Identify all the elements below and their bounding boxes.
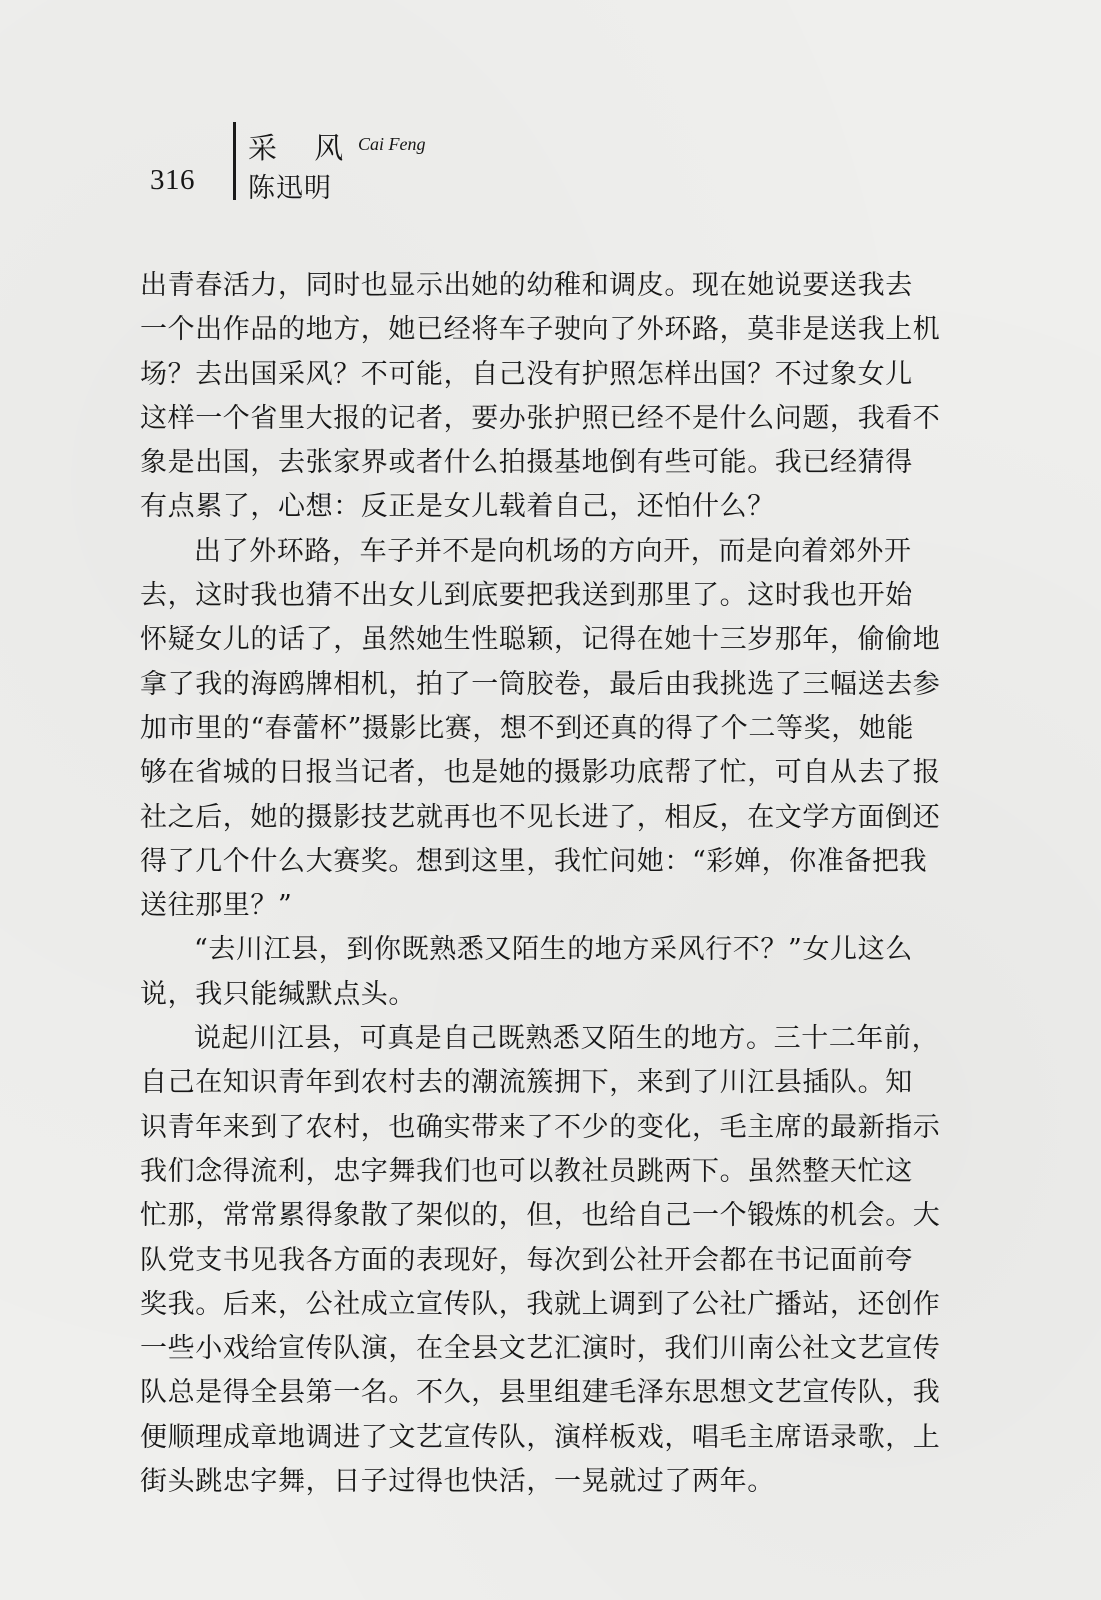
text-line: 有点累了，心想：反正是女儿载着自己，还怕什么？ — [140, 491, 775, 523]
author-name: 陈迅明 — [248, 173, 332, 204]
text-line: 识青年来到了农村，也确实带来了不少的变化，毛主席的最新指示 — [140, 1111, 941, 1143]
book-title: 采 风 — [248, 131, 358, 165]
text-line: 便顺理成章地调进了文艺宣传队，演样板戏，唱毛主席语录歌，上 — [140, 1421, 941, 1453]
text-line: 队总是得全县第一名。不久，县里组建毛泽东思想文艺宣传队，我 — [140, 1377, 941, 1409]
text-line: 说，我只能缄默点头。 — [140, 978, 416, 1010]
text-line: 拿了我的海鸥牌相机，拍了一筒胶卷，最后由我挑选了三幅送去参 — [140, 668, 941, 700]
text-line: 我们念得流利，忠字舞我们也可以教社员跳两下。虽然整天忙这 — [140, 1155, 913, 1187]
paragraph-start-line: 出了外环路，车子并不是向机场的方向开，而是向着郊外开 — [194, 535, 912, 567]
text-line: 加市里的“春蕾杯”摄影比赛，想不到还真的得了个二等奖，她能 — [140, 712, 915, 744]
body-text — [140, 264, 970, 1504]
text-line: 忙那，常常累得象散了架似的，但，也给自己一个锻炼的机会。大 — [140, 1200, 941, 1232]
text-line: 送往那里？” — [140, 890, 293, 922]
text-line: 一个出作品的地方，她已经将车子驶向了外环路，莫非是送我上机 — [140, 314, 941, 346]
text-line: 社之后，她的摄影技艺就再也不见长进了，相反，在文学方面倒还 — [140, 801, 941, 833]
page-number: 316 — [150, 164, 195, 196]
text-line: 够在省城的日报当记者，也是她的摄影功底帮了忙，可自从去了报 — [140, 757, 941, 789]
paragraph-start-line: 说起川江县，可真是自己既熟悉又陌生的地方。三十二年前， — [194, 1023, 940, 1055]
text-line: 街头跳忠字舞，日子过得也快活，一晃就过了两年。 — [140, 1466, 775, 1498]
text-line: 得了几个什么大赛奖。想到这里，我忙问她：“彩婵，你准备把我 — [140, 845, 928, 877]
book-title-pinyin: Cai Feng — [358, 134, 426, 154]
paragraph-start-line: “去川江县，到你既熟悉又陌生的地方采风行不？”女儿这么 — [194, 934, 913, 966]
text-line: 队党支书见我各方面的表现好，每次到公社开会都在书记面前夸 — [140, 1244, 913, 1276]
text-line: 去，这时我也猜不出女儿到底要把我送到那里了。这时我也开始 — [140, 580, 913, 612]
text-line: 出青春活力，同时也显示出她的幼稚和调皮。现在她说要送我去 — [140, 270, 913, 301]
header-divider — [233, 122, 236, 200]
text-line: 奖我。后来，公社成立宣传队，我就上调到了公社广播站，还创作 — [140, 1288, 941, 1320]
text-line: 场？去出国采风？不可能，自己没有护照怎样出国？不过象女儿 — [140, 358, 913, 390]
text-line: 一些小戏给宣传队演，在全县文艺汇演时，我们川南公社文艺宣传 — [140, 1333, 941, 1365]
text-line: 怀疑女儿的话了，虽然她生性聪颖，记得在她十三岁那年，偷偷地 — [140, 624, 941, 656]
text-line: 这样一个省里大报的记者，要办张护照已经不是什么问题，我看不 — [140, 402, 941, 434]
text-line: 象是出国，去张家界或者什么拍摄基地倒有些可能。我已经猜得 — [140, 447, 913, 479]
text-line: 自己在知识青年到农村去的潮流簇拥下，来到了川江县插队。知 — [140, 1067, 913, 1099]
